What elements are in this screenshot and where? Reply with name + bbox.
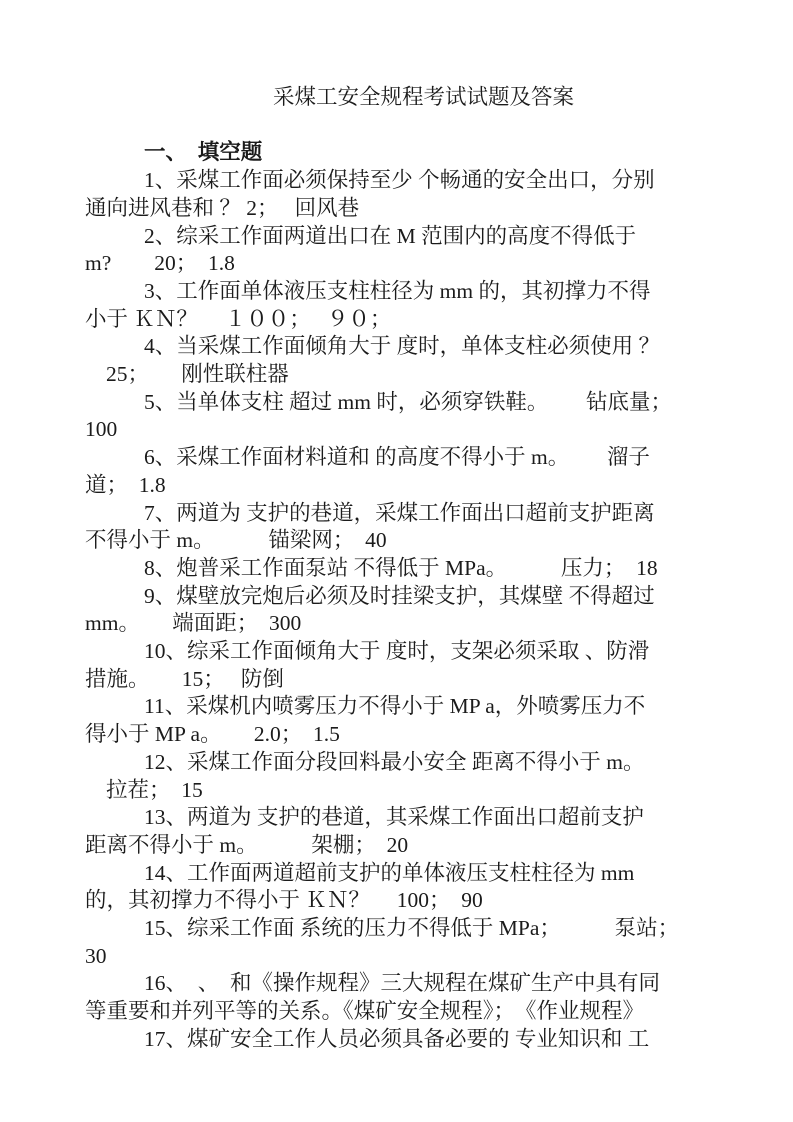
document-line: 通向进风巷和 ？ 2； 回风巷 [85, 195, 360, 220]
document-line: 25； 刚性联柱器 [106, 362, 289, 387]
document-line: 1、采煤工作面必须保持至少 个畅通的安全出口，分别 [144, 168, 655, 193]
document-line: 5、当单体支柱 超过 mm 时，必须穿铁鞋。 钻底量； [144, 389, 672, 414]
document-line: 9、煤壁放完炮后必须及时挂梁支护，其煤壁 不得超过 [144, 583, 655, 608]
document-line: 不得小于 m。 锚梁网； 40 [85, 528, 387, 553]
document-line: 措施。 15； 防倒 [85, 666, 284, 691]
document-line: 的，其初撑力不得小于 ＫＮ？ 100； 90 [85, 888, 483, 913]
document-line: 3、工作面单体液压支柱柱径为 mm 的，其初撑力不得 [144, 278, 651, 303]
document-line: 30 [85, 943, 107, 968]
document-title: 采煤工安全规程考试试题及答案 [273, 85, 575, 109]
document-line: 14、工作面两道超前支护的单体液压支柱柱径为 mm [144, 860, 635, 885]
document-line: 拉茬； 15 [106, 777, 203, 802]
document-line: mm。 端面距； 300 [85, 611, 302, 636]
document-line: 6、采煤工作面材料道和 的高度不得小于 m。 溜子 [144, 445, 650, 470]
document-line: 距离不得小于 m。 架棚； 20 [85, 832, 409, 857]
document-line: 100 [85, 417, 118, 442]
document-line: 15、综采工作面 系统的压力不得低于 MPa； 泵站； [144, 916, 680, 941]
document-line: 道； 1.8 [85, 472, 166, 497]
document-line: 10、综采工作面倾角大于 度时，支架必须采取 、防滑 [144, 639, 650, 664]
document-line: 17、煤矿安全工作人员必须具备必要的 专业知识和 工 [144, 1026, 650, 1051]
document-line: 16、 、 和《操作规程》三大规程在煤矿生产中具有同 [144, 971, 661, 996]
document-line: 11、采煤机内喷雾压力不得小于 MP a，外喷雾压力不 [144, 694, 646, 719]
document-line: 得小于 MP a。 2.0； 1.5 [85, 722, 340, 747]
document-line: 7、两道为 支护的巷道，采煤工作面出口超前支护距离 [144, 500, 655, 525]
document-line: 2、综采工作面两道出口在 M 范围内的高度不得低于 [144, 223, 637, 248]
document-line: 等重要和并列平等的关系。《煤矿安全规程》； 《作业规程》 [85, 999, 645, 1024]
document-line: 8、炮普采工作面泵站 不得低于 MPa。 压力； 18 [144, 555, 658, 580]
document-line: 小于 ＫＮ？ １００； ９０； [85, 306, 392, 331]
section-heading: 一、 填空题 [144, 140, 263, 165]
document-line: 13、两道为 支护的巷道，其采煤工作面出口超前支护 [144, 805, 644, 830]
document-line: m? 20； 1.8 [85, 251, 235, 276]
document-line: 4、当采煤工作面倾角大于 度时，单体支柱必须使用 ？ [144, 334, 661, 359]
document-line: 12、采煤工作面分段回料最小安全 距离不得小于 m。 [144, 749, 645, 774]
document-body [85, 167, 707, 1054]
